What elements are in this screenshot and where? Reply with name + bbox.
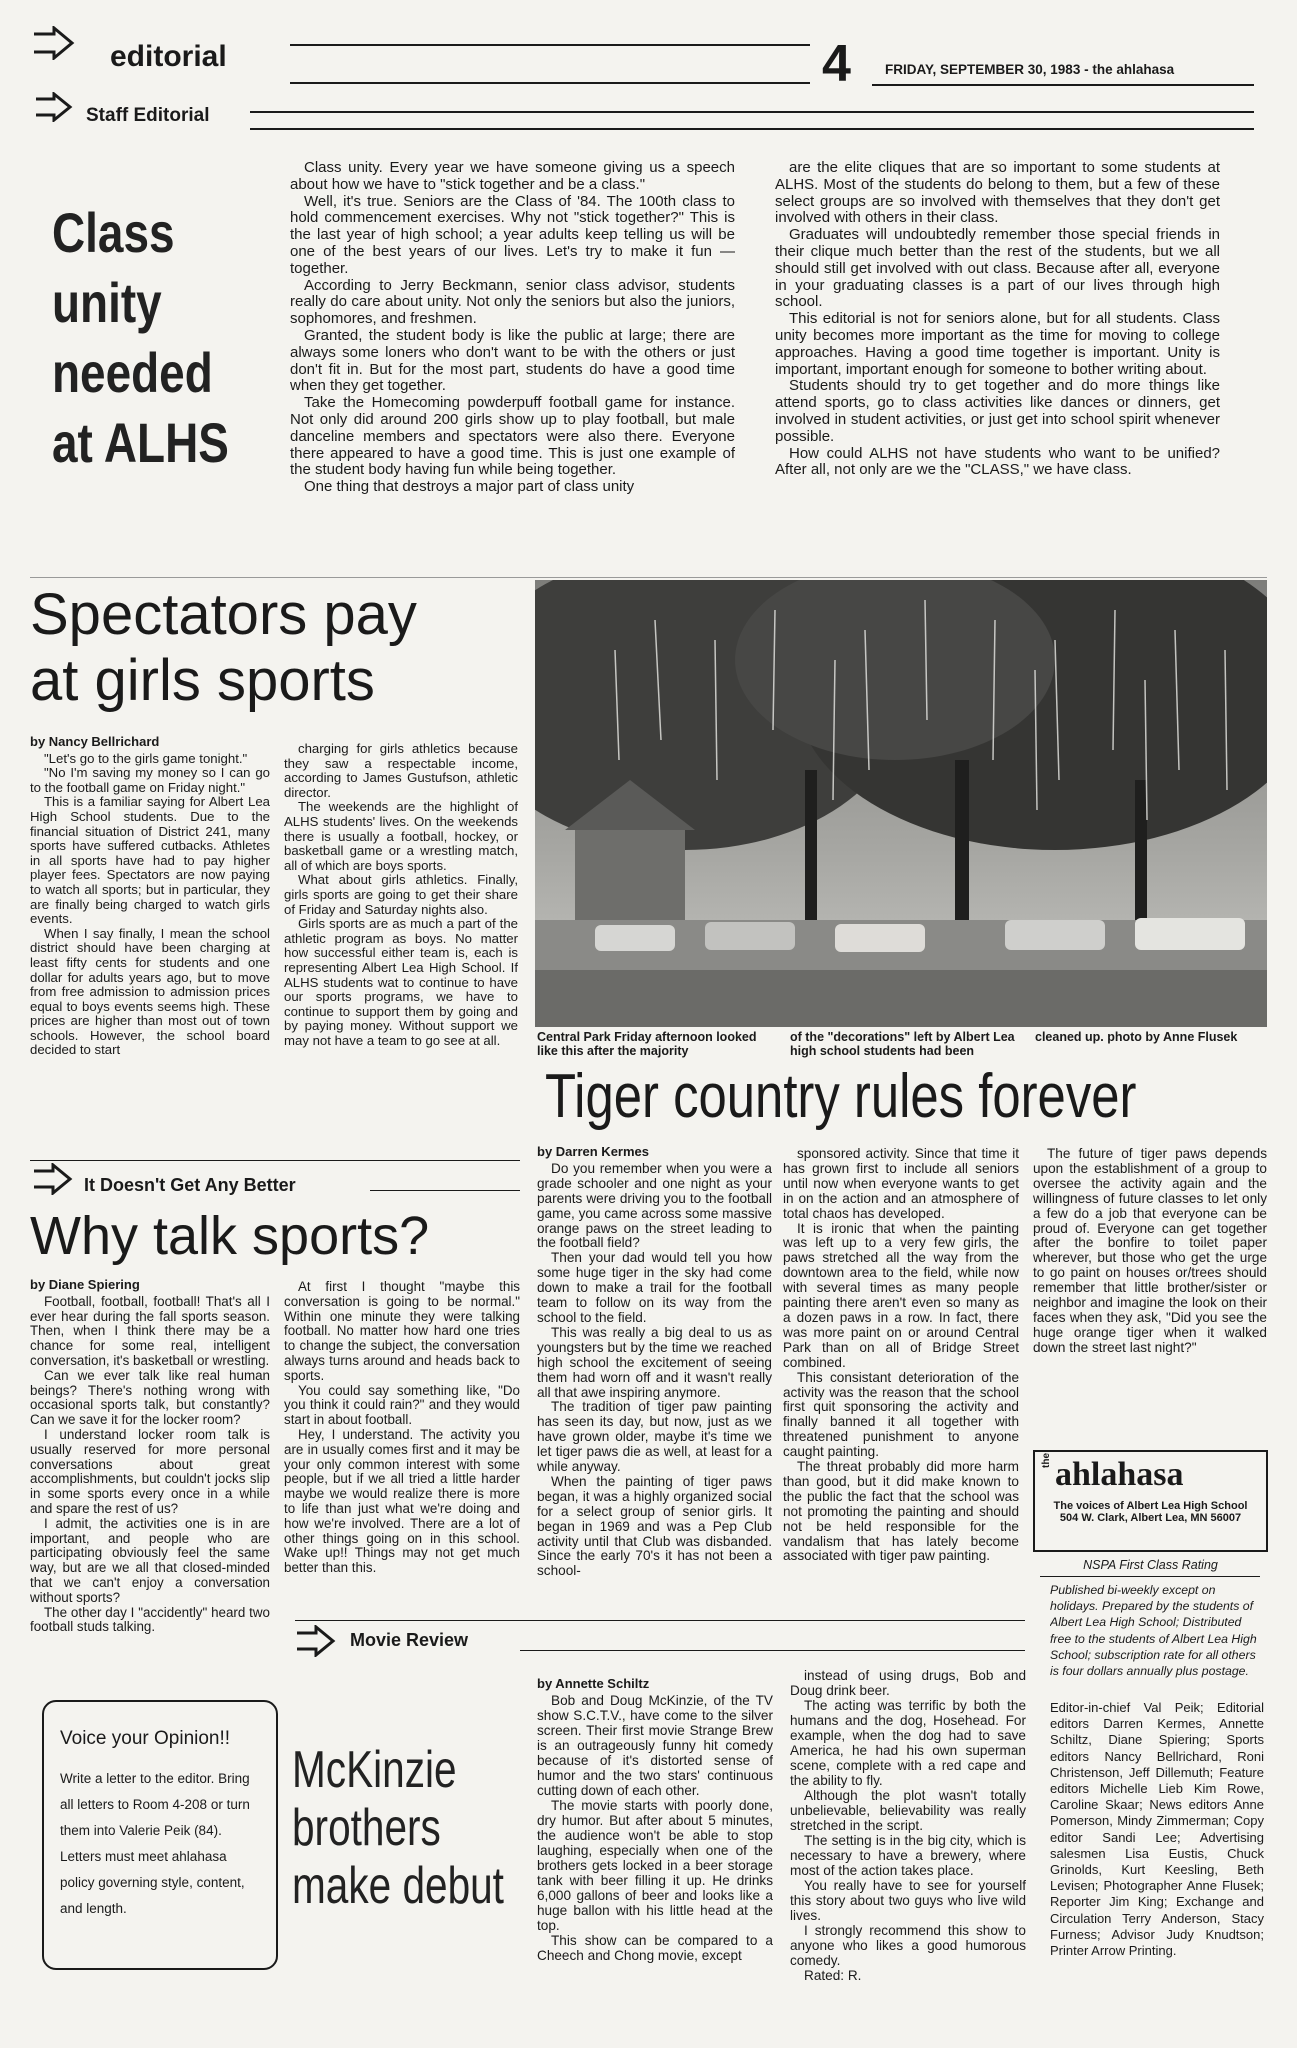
paragraph: At first I thought "maybe this conversation is going to be normal." Within one minute they were talking football. No matter how hard one tries to change the subject, the conversation always turns around and heads back to sports. (284, 1280, 520, 1383)
page-header (0, 0, 1297, 135)
tiger-column-1 (537, 1145, 772, 1595)
photo-caption-1: Central Park Friday afternoon looked like this after the majority (537, 1030, 757, 1058)
dateline: FRIDAY, SEPTEMBER 30, 1983 - the ahlahasa (885, 62, 1175, 77)
sports-kicker-rule (30, 1160, 520, 1161)
photo-illustration (535, 580, 1267, 1027)
movie-kicker-rule-2 (520, 1650, 1025, 1651)
masthead-subtitle-2: 504 W. Clark, Albert Lea, MN 56007 (1059, 1512, 1242, 1524)
movie-headline-line: brothers (292, 1799, 441, 1857)
paragraph: The other day I "accidently" heard two football studs talking. (30, 1604, 270, 1635)
spectators-column-2 (284, 742, 518, 1132)
header-rule-bottom (290, 82, 810, 84)
byline: by Annette Schiltz (537, 1676, 650, 1691)
masthead-staff: Editor-in-chief Val Peik; Editorial editors Darren Kermes, Annette Schiltz, Diane Spiering; Sports editors Nancy Bellrichard, Roni Christenson, Jeff Dillemuth; Feature editors Michelle Lieb Kim Rowe, Caroline Skaar; News editors Anne Pomerson, Mindy Zimmerman; Copy editor Sandi Lee; Advertising salesmen Lisa Eustis, Chuck Grinolds, Kurt Keesling, Beth Levisen; Photographer Anne Flusek; Reporter Jim King; Exchange and Circulation Terry Anderson, Stacy Furness; Advisor Judy Knudtson; Printer Arrow Printing. (1050, 1700, 1264, 1959)
paragraph: The future of tiger paws depends upon the establishment of a group to oversee the activity again and the willingness of future classes to let only a few do a job that everyone can be proud of. Everyone can get together after the bonfire to toilet paper wherever, but those who get the urge to go paint on houses or/trees should remember that little brother/sister or neighbor and imagine the look on their faces when they ask, "Did you see the huge orange tiger when it walked down the street last night?" (1033, 1147, 1267, 1355)
paragraph: It is ironic that when the painting was left up to a very few girls, the paws stretched all the way from the downtown area to the field, while now with several times as many people painting there aren't even so many as a dozen paws in a row. In fact, there was more paint on or around Central Park than on all of Bridge Street combined. (783, 1220, 1019, 1370)
sports-kicker-rule-2 (370, 1190, 520, 1191)
paragraph: "No I'm saving my money so I can go to the football game on Friday night." (30, 765, 270, 795)
masthead-publish-note: Published bi-weekly except on holidays. Prepared by the students of Albert Lea High School; Distributed free to the students of Albert Lea High School; subscription rate for all others is four dollars annually plus postage. (1050, 1583, 1257, 1679)
spectators-column-1 (30, 735, 270, 1125)
editorial-headline-line: at ALHS (52, 411, 229, 474)
movie-headline-line: McKinzie (292, 1741, 457, 1799)
paragraph: I admit, the activities one is in are important, and people who are participating obviously feel the same way, but are we all that closed-minded that we can't enjoy a conversation without sports? (30, 1515, 270, 1605)
paragraph: "Let's go to the girls game tonight." (44, 750, 248, 766)
spectators-headline-line: Spectators pay (30, 582, 417, 647)
paragraph: Football, football, football! That's all I ever hear during the fall sports season. Then, when I think there may be a chance for some real, intelligent conversation, it's basketball or wrestling. (30, 1293, 270, 1368)
byline: by Diane Spiering (30, 1278, 140, 1292)
paragraph: Take the Homecoming powderpuff football game for instance. Not only did around 200 girls show up to play football, but male danceline members and spectators were also there. Everyone there appeared to have a good time. This is just one example of the student body having fun while being together. (290, 394, 735, 479)
paragraph: One thing that destroys a major part of class unity (304, 478, 635, 496)
editorial-headline-line: needed (52, 341, 213, 404)
movie-kicker: Movie Review (350, 1630, 469, 1650)
movie-kicker-rule (295, 1620, 1025, 1621)
editorial-column-1 (290, 160, 735, 565)
paragraph: When I say finally, I mean the school district should have been charging at least fifty cents for students and one dollar for adults years ago, but to move from free admission to admission prices equal to boys events seems high. These prices are higher than most out of town schools. However, the school board decided to start (30, 925, 270, 1058)
paragraph: The weekends are the highlight of ALHS students' lives. On the weekends there is usually a football, hockey, or basketball game or a wrestling match, all of which are boys sports. (284, 799, 518, 873)
park-photo (535, 580, 1267, 1027)
dateline-rule (872, 84, 1254, 86)
sports-column-2 (284, 1280, 520, 1600)
paragraph: How could ALHS not have students who want to be unified? After all, not only are we the "CLASS," we have class. (775, 444, 1220, 479)
paragraph: Girls sports are as much a part of the athletic program as boys. No matter how successful either team is, each is representing Albert Lea High School. If ALHS students wat to continue to have our sports programs, we have to continue to support them by going and by paying money. Without support we may not have a team to go see at all. (284, 916, 518, 1048)
movie-headline-line: make debut (292, 1857, 504, 1915)
sports-headline: Why talk sports? (30, 1206, 430, 1266)
masthead-box (1033, 1450, 1268, 1552)
staff-rule-2 (250, 128, 1254, 130)
editorial-headline-line: unity (52, 271, 162, 334)
paragraph: charging for girls athletics because they saw a respectable income, according to James Gustufson, athletic director. (284, 742, 518, 800)
arrow-icon (34, 92, 74, 122)
masthead-divider (1040, 1576, 1260, 1577)
paragraph: You could say something like, "Do you think it could rain?" and they would start in about football. (284, 1382, 520, 1428)
spectators-headline-line: at girls sports (30, 648, 375, 713)
staff-rule (250, 111, 1254, 113)
paragraph: You really have to see for yourself this story about two guys who live wild lives. (790, 1878, 1026, 1923)
paragraph: Although the plot wasn't totally unbelievable, believability was really stretched in the script. (790, 1788, 1026, 1833)
photo-caption-2: of the "decorations" left by Albert Lea high school students had been (790, 1030, 1015, 1058)
page-number: 4 (822, 35, 851, 93)
arrow-icon (295, 1625, 337, 1657)
paragraph: Hey, I understand. The activity you are in usually comes first and it may be your only common interest with some people, but if we all tried a little harder maybe we would realize there is more to life than just what we're doing and how we're involved. There are a lot of other things going on in this school. Wake up!! Things may not get much better than this. (284, 1426, 520, 1576)
tiger-column-3 (1033, 1147, 1267, 1387)
paragraph: The acting was terrific by both the humans and the dog, Hosehead. For example, when the dog had to save America, he had his own superman scene, complete with a red cape and the ability to fly. (790, 1698, 1026, 1788)
arrow-icon (32, 26, 76, 60)
paragraph: are the elite cliques that are so important to some students at ALHS. Most of the students do belong to them, but a few of these select groups are so involved with themselves that they don't get involved with others in their class. (775, 160, 1220, 227)
paragraph: instead of using drugs, Bob and Doug drink beer. (790, 1668, 1026, 1698)
byline: by Nancy Bellrichard (30, 735, 160, 749)
header-rule-top (290, 44, 810, 46)
sports-kicker: It Doesn't Get Any Better (84, 1175, 296, 1195)
tiger-headline (545, 1062, 1266, 1132)
arrow-icon (32, 1163, 74, 1195)
paragraph: Graduates will undoubtedly remember those special friends in their clique much better than the rest of the students, but we all should still get involved with out class. Because after all, everyone in your graduating classes is a part of our lives through high school. (775, 226, 1220, 311)
opinion-box (42, 1700, 278, 1970)
movie-column-1 (537, 1676, 773, 2011)
opinion-title: Voice your Opinion!! (60, 1728, 231, 1749)
opinion-body: Write a letter to the editor. Bring all letters to Room 4-208 or turn them into Valerie Peik (84). Letters must meet ahlahasa policy governing style, content, and length. (60, 1771, 250, 1916)
paragraph: The setting is in the big city, which is necessary to have a brewery, where most of the action takes place. (790, 1833, 1026, 1878)
paragraph: This is a familiar saying for Albert Lea High School students. Due to the financial situation of District 241, many sports have suffered cutbacks. Athletes in all sports have had to pay higher player fees. Spectators are now paying to watch all sports; but in particular, they are finally being charged to watch girls events. (30, 794, 270, 927)
paragraph: Do you remember when you were a grade schooler and one night as your parents were driving you to the football game, you came across some massive orange paws on the street leading to the football field? (537, 1160, 772, 1251)
paragraph: This editorial is not for seniors alone, but for all students. Class unity becomes more important as the time for moving to college approaches. Having a good time together is important. Unity is important, important enough for someone to bother writing about. (775, 310, 1220, 378)
paragraph: sponsored activity. Since that time it has grown first to include all seniors until now when everyone wants to get in on the action and an atmosphere of total chaos has developed. (783, 1147, 1019, 1221)
paragraph: Class unity. Every year we have someone giving us a speech about how we have to "stick together and be a class." (290, 160, 735, 193)
paragraph: I strongly recommend this show to anyone who likes a good humorous comedy. (790, 1923, 1026, 1968)
paragraph: The tradition of tiger paw painting has seen its day, but now, just as we have grown older, maybe it's time we let tiger paws die as well, at least for a while anyway. (537, 1399, 772, 1475)
paragraph: What about girls athletics. Finally, girls sports are going to get their share of Friday and Saturday nights also. (284, 872, 518, 917)
staff-editorial-label: Staff Editorial (86, 105, 210, 126)
paragraph: I understand locker room talk is usually reserved for more personal conversations about great accomplishments, but couldn't jocks slip in some sports every once in a while and spare the rest of us? (30, 1426, 270, 1516)
paragraph: Well, it's true. Seniors are the Class of '84. The 100th class to hold commencement exercises. Why not "stick together?" This is the last year of high school; a year adults keep telling us will be one of the best years of our lives. Let's try to make it fun — together. (290, 192, 735, 277)
tiger-column-2 (783, 1147, 1019, 1597)
paragraph: This consistant deterioration of the activity was the reason that the school first quit sponsoring the activity and finally banned it all together with threatened punishment to anyone caught painting. (783, 1369, 1019, 1460)
section-divider (30, 577, 1267, 578)
paragraph: This show can be compared to a Cheech and Chong movie, except (537, 1933, 773, 1963)
tiger-headline-text: Tiger country rules forever (545, 1062, 1137, 1131)
paragraph: This was really a big deal to us as youngsters but by the time we reached high school the excitement of seeing them had worn off and it wasn't really all that awe inspiring anymore. (537, 1324, 772, 1400)
paragraph: The movie starts with poorly done, dry humor. But after about 5 minutes, the audience won't be able to stop laughing, especially when one of the brothers gets locked in a beer storage tank with beer filling it up. He drinks 6,000 gallons of beer and looks like a huge ballon with his little head at the top. (537, 1798, 773, 1933)
paragraph: Bob and Doug McKinzie, of the TV show S.C.T.V., have come to the silver screen. Their first movie Strange Brew is an outrageously funny hit comedy because of it's distorted sense of humor and the two stars' continuous cutting down of each other. (537, 1693, 773, 1798)
paragraph: When the painting of tiger paws began, it was a highly organized social for a select group of senior girls. It began in 1969 and was a Pep Club activity until that Club was disbanded. Since the early 70's it has not been a school- (537, 1473, 772, 1579)
paragraph: Can we ever talk like real human beings? There's nothing wrong with occasional sports talk, but constantly? Can we save it for the locker room? (30, 1367, 270, 1428)
section-label: editorial (110, 40, 227, 73)
paragraph: Rated: R. (804, 1968, 862, 1983)
paragraph: Then your dad would tell you how some huge tiger in the sky had come down to make a trail for the football team to follow on its way from the school to the field. (537, 1250, 772, 1325)
masthead-subtitle-1: The voices of Albert Lea High School (1053, 1500, 1248, 1512)
masthead-name: ahlahasa (1055, 1456, 1184, 1493)
editorial-headline-line: Class (52, 201, 175, 264)
photo-caption-3: cleaned up. photo by Anne Flusek (1035, 1030, 1238, 1044)
sports-column-1 (30, 1278, 270, 1673)
masthead-the: the (1041, 1453, 1052, 1468)
paragraph: According to Jerry Beckmann, senior class advisor, students really do care about unity. Not only the seniors but also the juniors, sophomores, and freshmen. (290, 276, 735, 328)
paragraph: The threat probably did more harm than good, but it did make known to the public the fact that the school was not promoting the painting and should not be held responsible for the vandalism that has lately become associated with tiger paw painting. (783, 1459, 1019, 1564)
paragraph: Granted, the student body is like the public at large; there are always some loners who don't want to be with the others or just don't fit in. But for the most part, students do have a good time when they get together. (290, 326, 735, 395)
byline: by Darren Kermes (537, 1145, 649, 1159)
editorial-column-2 (775, 160, 1220, 565)
paragraph: Students should try to get together and do more things like attend sports, go to class activities like dances or dinners, get involved in student activities, or just get into school spirit whenever possible. (775, 377, 1220, 445)
masthead-rating: NSPA First Class Rating (1083, 1558, 1218, 1572)
movie-column-2 (790, 1668, 1026, 2013)
